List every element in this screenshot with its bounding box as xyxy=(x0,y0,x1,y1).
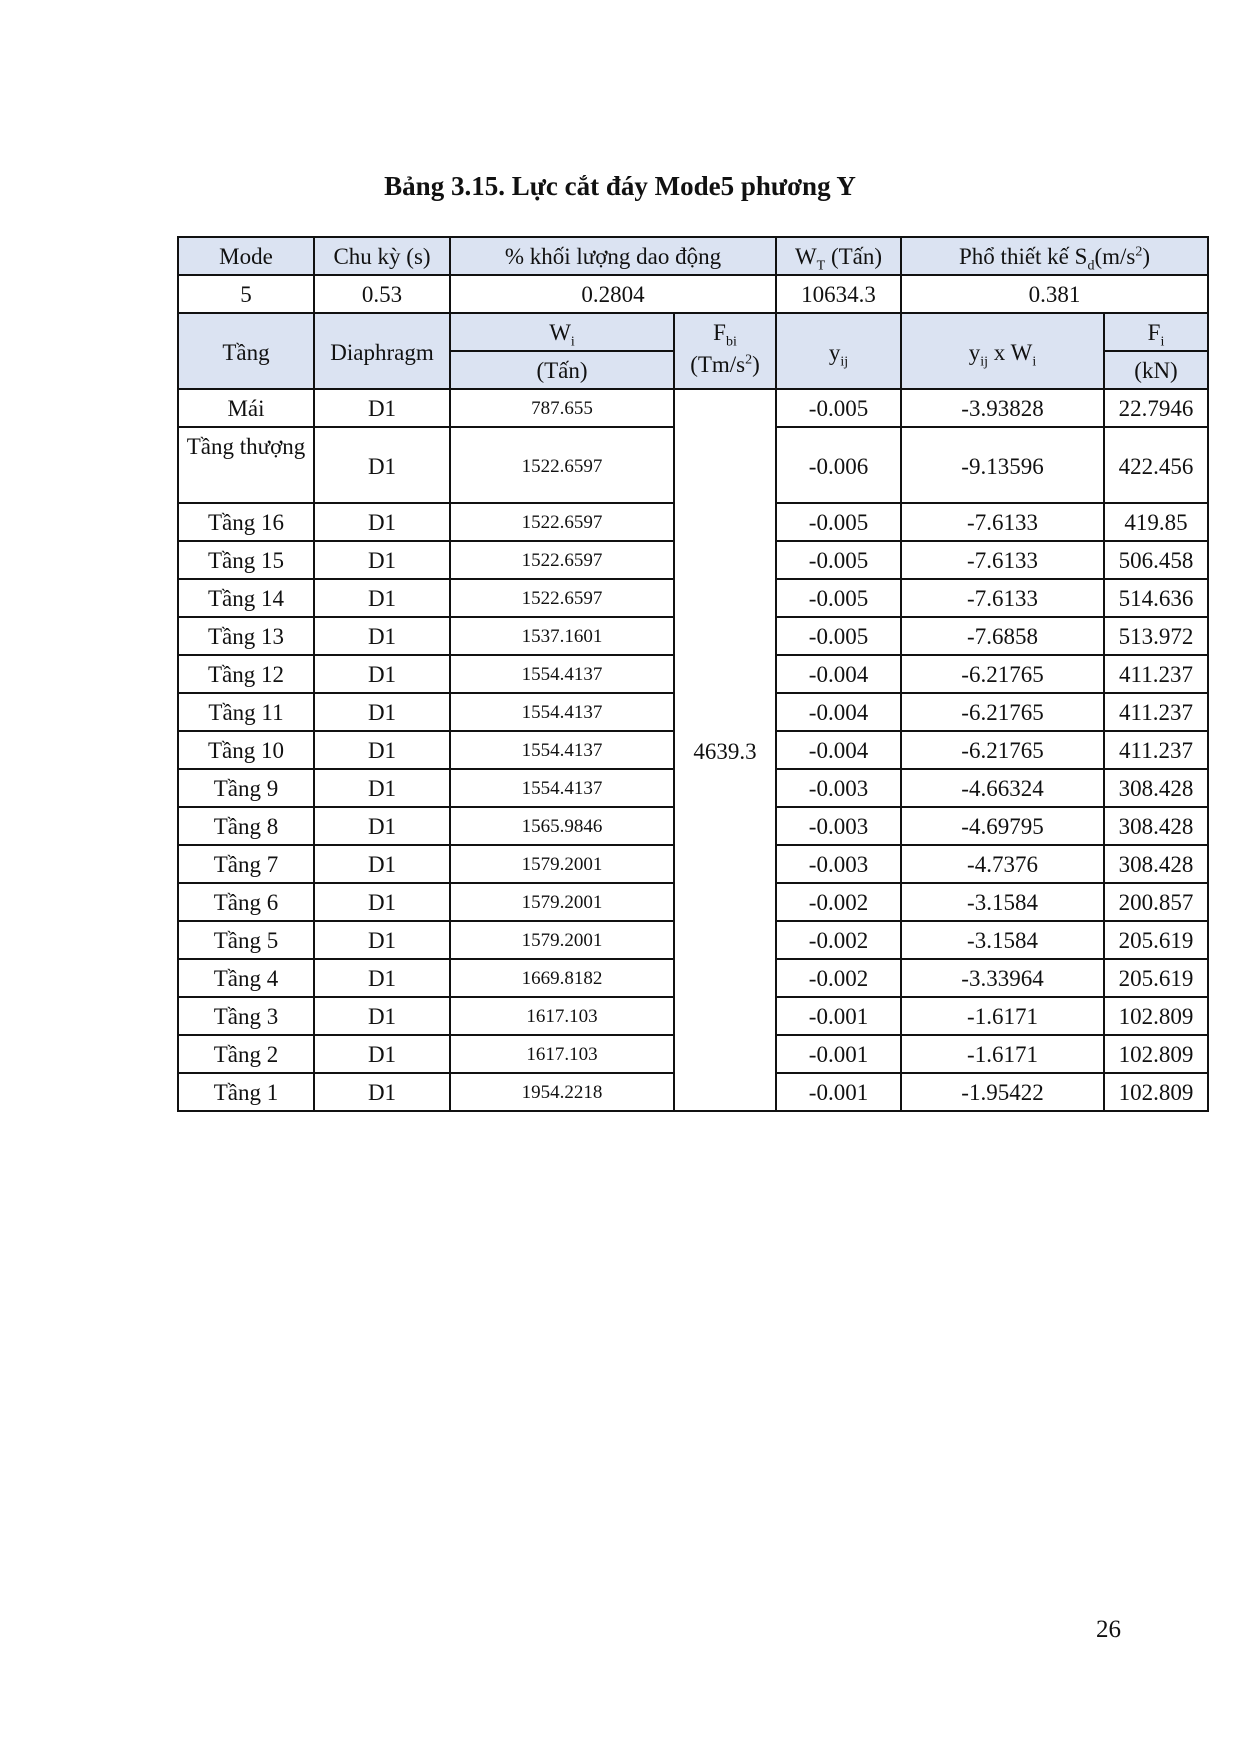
cell-fi: 22.7946 xyxy=(1104,389,1208,427)
cell-diaphragm: D1 xyxy=(314,427,450,503)
cell-fi: 411.237 xyxy=(1104,731,1208,769)
cell-diaphragm: D1 xyxy=(314,655,450,693)
cell-diaphragm: D1 xyxy=(314,1035,450,1073)
cell-tang: Tầng 16 xyxy=(178,503,314,541)
cell-diaphragm: D1 xyxy=(314,579,450,617)
cell-tang: Mái xyxy=(178,389,314,427)
cell-wi: 1554.4137 xyxy=(450,693,674,731)
cell-tang: Tầng 1 xyxy=(178,1073,314,1111)
cell-yij-x-wi: -3.1584 xyxy=(901,883,1104,921)
cell-yij: -0.006 xyxy=(776,427,901,503)
cell-fi: 411.237 xyxy=(1104,655,1208,693)
cell-fi: 200.857 xyxy=(1104,883,1208,921)
header-pho-thiet-ke: Phổ thiết kế $S_d(m/s^2)$ xyxy=(901,237,1208,275)
cell-wi: 1954.2218 xyxy=(450,1073,674,1111)
cell-yij: -0.005 xyxy=(776,503,901,541)
cell-tang: Tầng 6 xyxy=(178,883,314,921)
cell-diaphragm: D1 xyxy=(314,959,450,997)
cell-yij-x-wi: -3.93828 xyxy=(901,389,1104,427)
cell-wi: 1522.6597 xyxy=(450,579,674,617)
cell-yij: -0.003 xyxy=(776,845,901,883)
header-chu-ky: Chu kỳ (s) xyxy=(314,237,450,275)
cell-wi: 1554.4137 xyxy=(450,731,674,769)
cell-wi: 1522.6597 xyxy=(450,427,674,503)
cell-tang: Tầng 12 xyxy=(178,655,314,693)
cell-tang: Tầng 9 xyxy=(178,769,314,807)
cell-fi: 308.428 xyxy=(1104,769,1208,807)
cell-fi: 102.809 xyxy=(1104,1073,1208,1111)
cell-yij: -0.004 xyxy=(776,731,901,769)
cell-diaphragm: D1 xyxy=(314,503,450,541)
header-wi: $W_i$ xyxy=(450,313,674,351)
cell-yij: -0.001 xyxy=(776,997,901,1035)
cell-diaphragm: D1 xyxy=(314,731,450,769)
cell-wi: 1617.103 xyxy=(450,997,674,1035)
cell-yij: -0.002 xyxy=(776,883,901,921)
header-fi: $F_i$ xyxy=(1104,313,1208,351)
cell-tang: Tầng 8 xyxy=(178,807,314,845)
cell-diaphragm: D1 xyxy=(314,883,450,921)
cell-fi: 205.619 xyxy=(1104,959,1208,997)
cell-fi: 308.428 xyxy=(1104,807,1208,845)
cell-yij: -0.001 xyxy=(776,1073,901,1111)
header-khoi-luong: % khối lượng dao động xyxy=(450,237,776,275)
cell-yij: -0.005 xyxy=(776,579,901,617)
cell-yij: -0.004 xyxy=(776,655,901,693)
cell-yij-x-wi: -7.6133 xyxy=(901,541,1104,579)
base-shear-table xyxy=(177,236,1209,1112)
cell-diaphragm: D1 xyxy=(314,389,450,427)
cell-wi: 1522.6597 xyxy=(450,503,674,541)
header-wt: $W_T$ (Tấn) xyxy=(776,237,901,275)
header-mode: Mode xyxy=(178,237,314,275)
cell-tang: Tầng thượng xyxy=(178,427,314,503)
cell-fi: 308.428 xyxy=(1104,845,1208,883)
header-wi-unit: (Tấn) xyxy=(450,351,674,389)
cell-yij-x-wi: -7.6133 xyxy=(901,579,1104,617)
cell-diaphragm: D1 xyxy=(314,997,450,1035)
header-row-mode xyxy=(178,237,1208,275)
cell-yij-x-wi: -1.95422 xyxy=(901,1073,1104,1111)
cell-wi: 1522.6597 xyxy=(450,541,674,579)
cell-yij: -0.005 xyxy=(776,389,901,427)
cell-fi: 514.636 xyxy=(1104,579,1208,617)
header-row-columns xyxy=(178,313,1208,351)
cell-yij-x-wi: -4.69795 xyxy=(901,807,1104,845)
cell-fi: 102.809 xyxy=(1104,1035,1208,1073)
cell-diaphragm: D1 xyxy=(314,541,450,579)
cell-tang: Tầng 10 xyxy=(178,731,314,769)
cell-yij-x-wi: -1.6171 xyxy=(901,1035,1104,1073)
cell-wi: 787.655 xyxy=(450,389,674,427)
cell-diaphragm: D1 xyxy=(314,807,450,845)
cell-fi: 513.972 xyxy=(1104,617,1208,655)
cell-yij: -0.005 xyxy=(776,541,901,579)
cell-diaphragm: D1 xyxy=(314,693,450,731)
cell-yij: -0.002 xyxy=(776,921,901,959)
cell-tang: Tầng 3 xyxy=(178,997,314,1035)
cell-wi: 1579.2001 xyxy=(450,883,674,921)
cell-yij-x-wi: -7.6858 xyxy=(901,617,1104,655)
cell-yij: -0.005 xyxy=(776,617,901,655)
cell-wi: 1669.8182 xyxy=(450,959,674,997)
cell-diaphragm: D1 xyxy=(314,921,450,959)
cell-tang: Tầng 5 xyxy=(178,921,314,959)
cell-diaphragm: D1 xyxy=(314,617,450,655)
cell-tang: Tầng 11 xyxy=(178,693,314,731)
cell-yij: -0.002 xyxy=(776,959,901,997)
cell-wi: 1617.103 xyxy=(450,1035,674,1073)
header-fi-unit: (kN) xyxy=(1104,351,1208,389)
table-title: Bảng 3.15. Lực cắt đáy Mode5 phương Y xyxy=(384,171,856,201)
cell-wi: 1579.2001 xyxy=(450,921,674,959)
cell-tang: Tầng 14 xyxy=(178,579,314,617)
cell-yij-x-wi: -3.33964 xyxy=(901,959,1104,997)
cell-fi: 205.619 xyxy=(1104,921,1208,959)
header-tang: Tầng xyxy=(178,313,314,389)
cell-yij: -0.004 xyxy=(776,693,901,731)
cell-yij-x-wi: -1.6171 xyxy=(901,997,1104,1035)
cell-yij: -0.001 xyxy=(776,1035,901,1073)
cell-fi: 422.456 xyxy=(1104,427,1208,503)
cell-yij: -0.003 xyxy=(776,769,901,807)
summary-mode: 5 xyxy=(178,275,314,313)
cell-yij: -0.003 xyxy=(776,807,901,845)
cell-yij-x-wi: -6.21765 xyxy=(901,731,1104,769)
cell-yij-x-wi: -4.66324 xyxy=(901,769,1104,807)
cell-tang: Tầng 13 xyxy=(178,617,314,655)
cell-fbi: 4639.3 xyxy=(674,389,776,1111)
cell-tang: Tầng 7 xyxy=(178,845,314,883)
cell-diaphragm: D1 xyxy=(314,845,450,883)
summary-chu-ky: 0.53 xyxy=(314,275,450,313)
header-diaphragm: Diaphragm xyxy=(314,313,450,389)
cell-wi: 1554.4137 xyxy=(450,655,674,693)
cell-fi: 506.458 xyxy=(1104,541,1208,579)
cell-fi: 411.237 xyxy=(1104,693,1208,731)
cell-wi: 1537.1601 xyxy=(450,617,674,655)
cell-tang: Tầng 2 xyxy=(178,1035,314,1073)
cell-yij-x-wi: -6.21765 xyxy=(901,693,1104,731)
cell-tang: Tầng 15 xyxy=(178,541,314,579)
cell-yij-x-wi: -6.21765 xyxy=(901,655,1104,693)
cell-fi: 419.85 xyxy=(1104,503,1208,541)
cell-yij-x-wi: -7.6133 xyxy=(901,503,1104,541)
cell-yij-x-wi: -9.13596 xyxy=(901,427,1104,503)
header-yij-x-wi: $y_{ij}$ x $W_i$ xyxy=(901,313,1104,389)
page-number: 26 xyxy=(1096,1616,1121,1643)
cell-yij-x-wi: -4.7376 xyxy=(901,845,1104,883)
summary-sd: 0.381 xyxy=(901,275,1208,313)
cell-wi: 1579.2001 xyxy=(450,845,674,883)
summary-khoi-luong: 0.2804 xyxy=(450,275,776,313)
header-yij: $y_{ij}$ xyxy=(776,313,901,389)
cell-tang: Tầng 4 xyxy=(178,959,314,997)
table-row xyxy=(178,389,1208,427)
cell-diaphragm: D1 xyxy=(314,1073,450,1111)
cell-diaphragm: D1 xyxy=(314,769,450,807)
summary-wt: 10634.3 xyxy=(776,275,901,313)
summary-row xyxy=(178,275,1208,313)
cell-yij-x-wi: -3.1584 xyxy=(901,921,1104,959)
cell-wi: 1565.9846 xyxy=(450,807,674,845)
header-fbi: $F_{bi}$ $(Tm/s^2)$ xyxy=(674,313,776,389)
cell-fi: 102.809 xyxy=(1104,997,1208,1035)
cell-wi: 1554.4137 xyxy=(450,769,674,807)
